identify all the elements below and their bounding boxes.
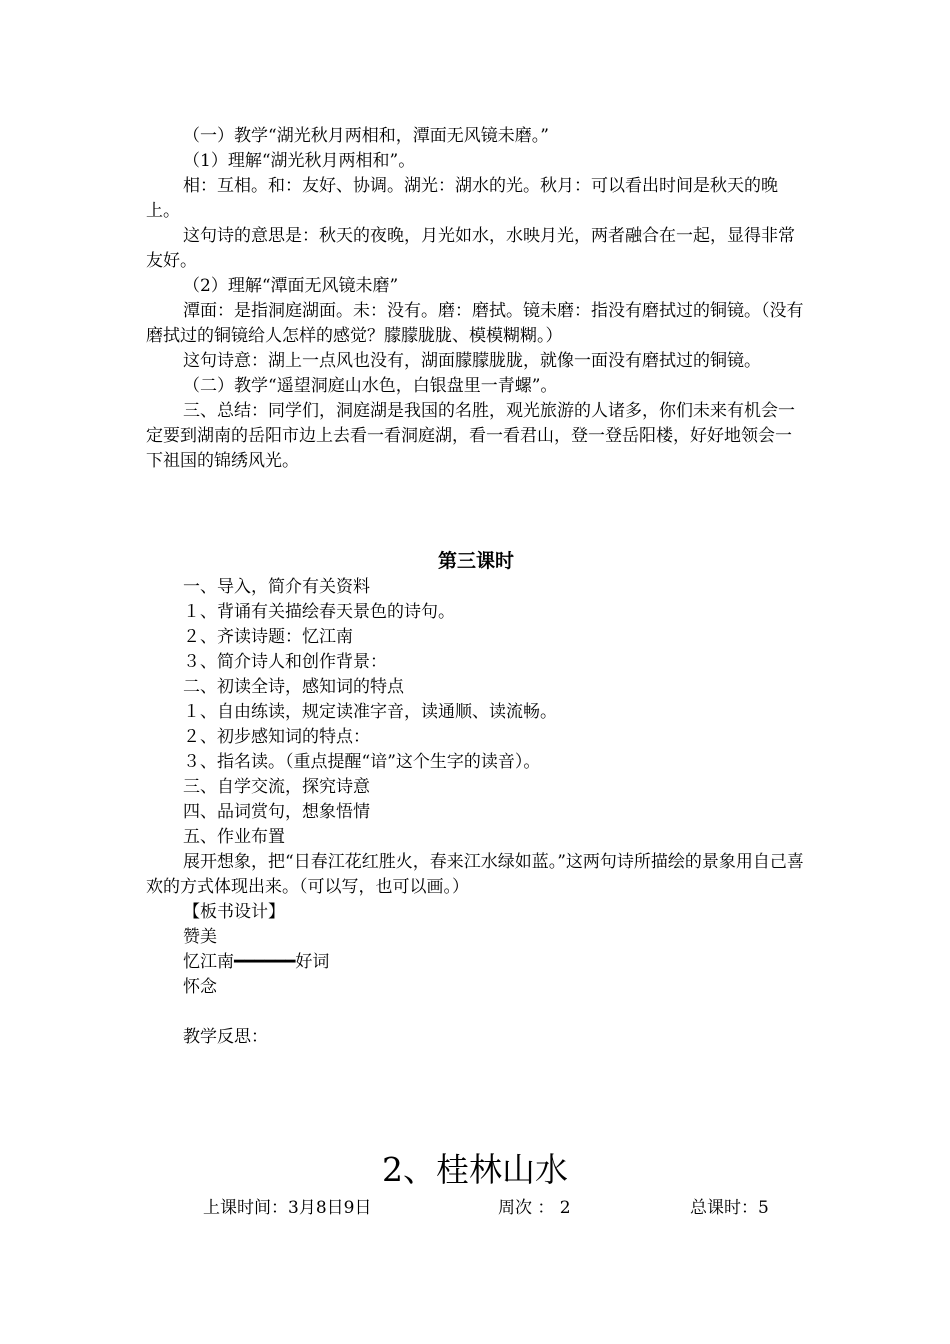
paragraph: 潭面：是指洞庭湖面。未：没有。磨：磨拭。镜未磨：指没有磨拭过的铜镜。（没有磨拭过的铜镜给人怎样的感觉？朦朦胧胧、模模糊糊。）: [146, 301, 804, 346]
list-item: 一、导入，简介有关资料: [183, 577, 370, 597]
paragraph: 这句诗的意思是：秋天的夜晚，月光如水，水映月光，两者融合在一起，显得非常友好。: [146, 226, 795, 271]
board-line: 忆江南━━━━━━好词: [183, 952, 330, 972]
paragraph: 展开想象，把“日春江花红胜火，春来江水绿如蓝。”这两句诗所描绘的景象用自己喜欢的方式体现出来。（可以写，也可以画。）: [146, 852, 804, 897]
board-line: 赞美: [183, 927, 217, 947]
list-item: 五、作业布置: [183, 827, 285, 847]
list-item: ２、初步感知词的特点：: [183, 727, 370, 747]
list-item: ３、指名读。（重点提醒“谙”这个生字的读音）。: [183, 752, 541, 772]
teaching-reflection: 教学反思：: [183, 1027, 268, 1047]
lesson2-continuation: [146, 124, 806, 474]
total-lessons: 总课时：5: [690, 1198, 769, 1218]
lesson3-body: [146, 575, 806, 1050]
paragraph: （一）教学“湖光秋月两相和，潭面无风镜未磨。”: [183, 126, 549, 146]
paragraph: （二）教学“遥望洞庭山水色，白银盘里一青螺”。: [183, 376, 558, 396]
board-line: 怀念: [183, 977, 217, 997]
class-time: 上课时间：3月8日9日: [203, 1198, 372, 1218]
list-item: １、自由练读，规定读准字音，读通顺、读流畅。: [183, 702, 557, 722]
lesson-title: 2、桂林山水: [382, 1150, 568, 1189]
paragraph: （1）理解“湖光秋月两相和”。: [183, 151, 416, 171]
board-design-heading: 【板书设计】: [183, 902, 285, 922]
paragraph: （2）理解“潭面无风镜未磨”: [183, 276, 399, 296]
list-item: ２、齐读诗题：忆江南: [183, 627, 353, 647]
list-item: １、背诵有关描绘春天景色的诗句。: [183, 602, 455, 622]
list-item: 四、品词赏句，想象悟情: [183, 802, 370, 822]
lesson3-heading: 第三课时: [437, 550, 514, 572]
week-number: 周次 ： 2: [498, 1198, 571, 1218]
paragraph: 相：互相。和：友好、协调。湖光：湖水的光。秋月：可以看出时间是秋天的晚上。: [146, 176, 778, 221]
list-item: ３、简介诗人和创作背景：: [183, 652, 387, 672]
paragraph: 这句诗意：湖上一点风也没有，湖面朦朦胧胧，就像一面没有磨拭过的铜镜。: [183, 351, 761, 371]
list-item: 三、自学交流，探究诗意: [183, 777, 370, 797]
list-item: 二、初读全诗，感知词的特点: [183, 677, 404, 697]
paragraph: 三、总结：同学们，洞庭湖是我国的名胜，观光旅游的人诸多，你们未来有机会一定要到湖南的岳阳市边上去看一看洞庭湖，看一看君山，登一登岳阳楼，好好地领会一下祖国的锦绣风光。: [146, 401, 795, 471]
